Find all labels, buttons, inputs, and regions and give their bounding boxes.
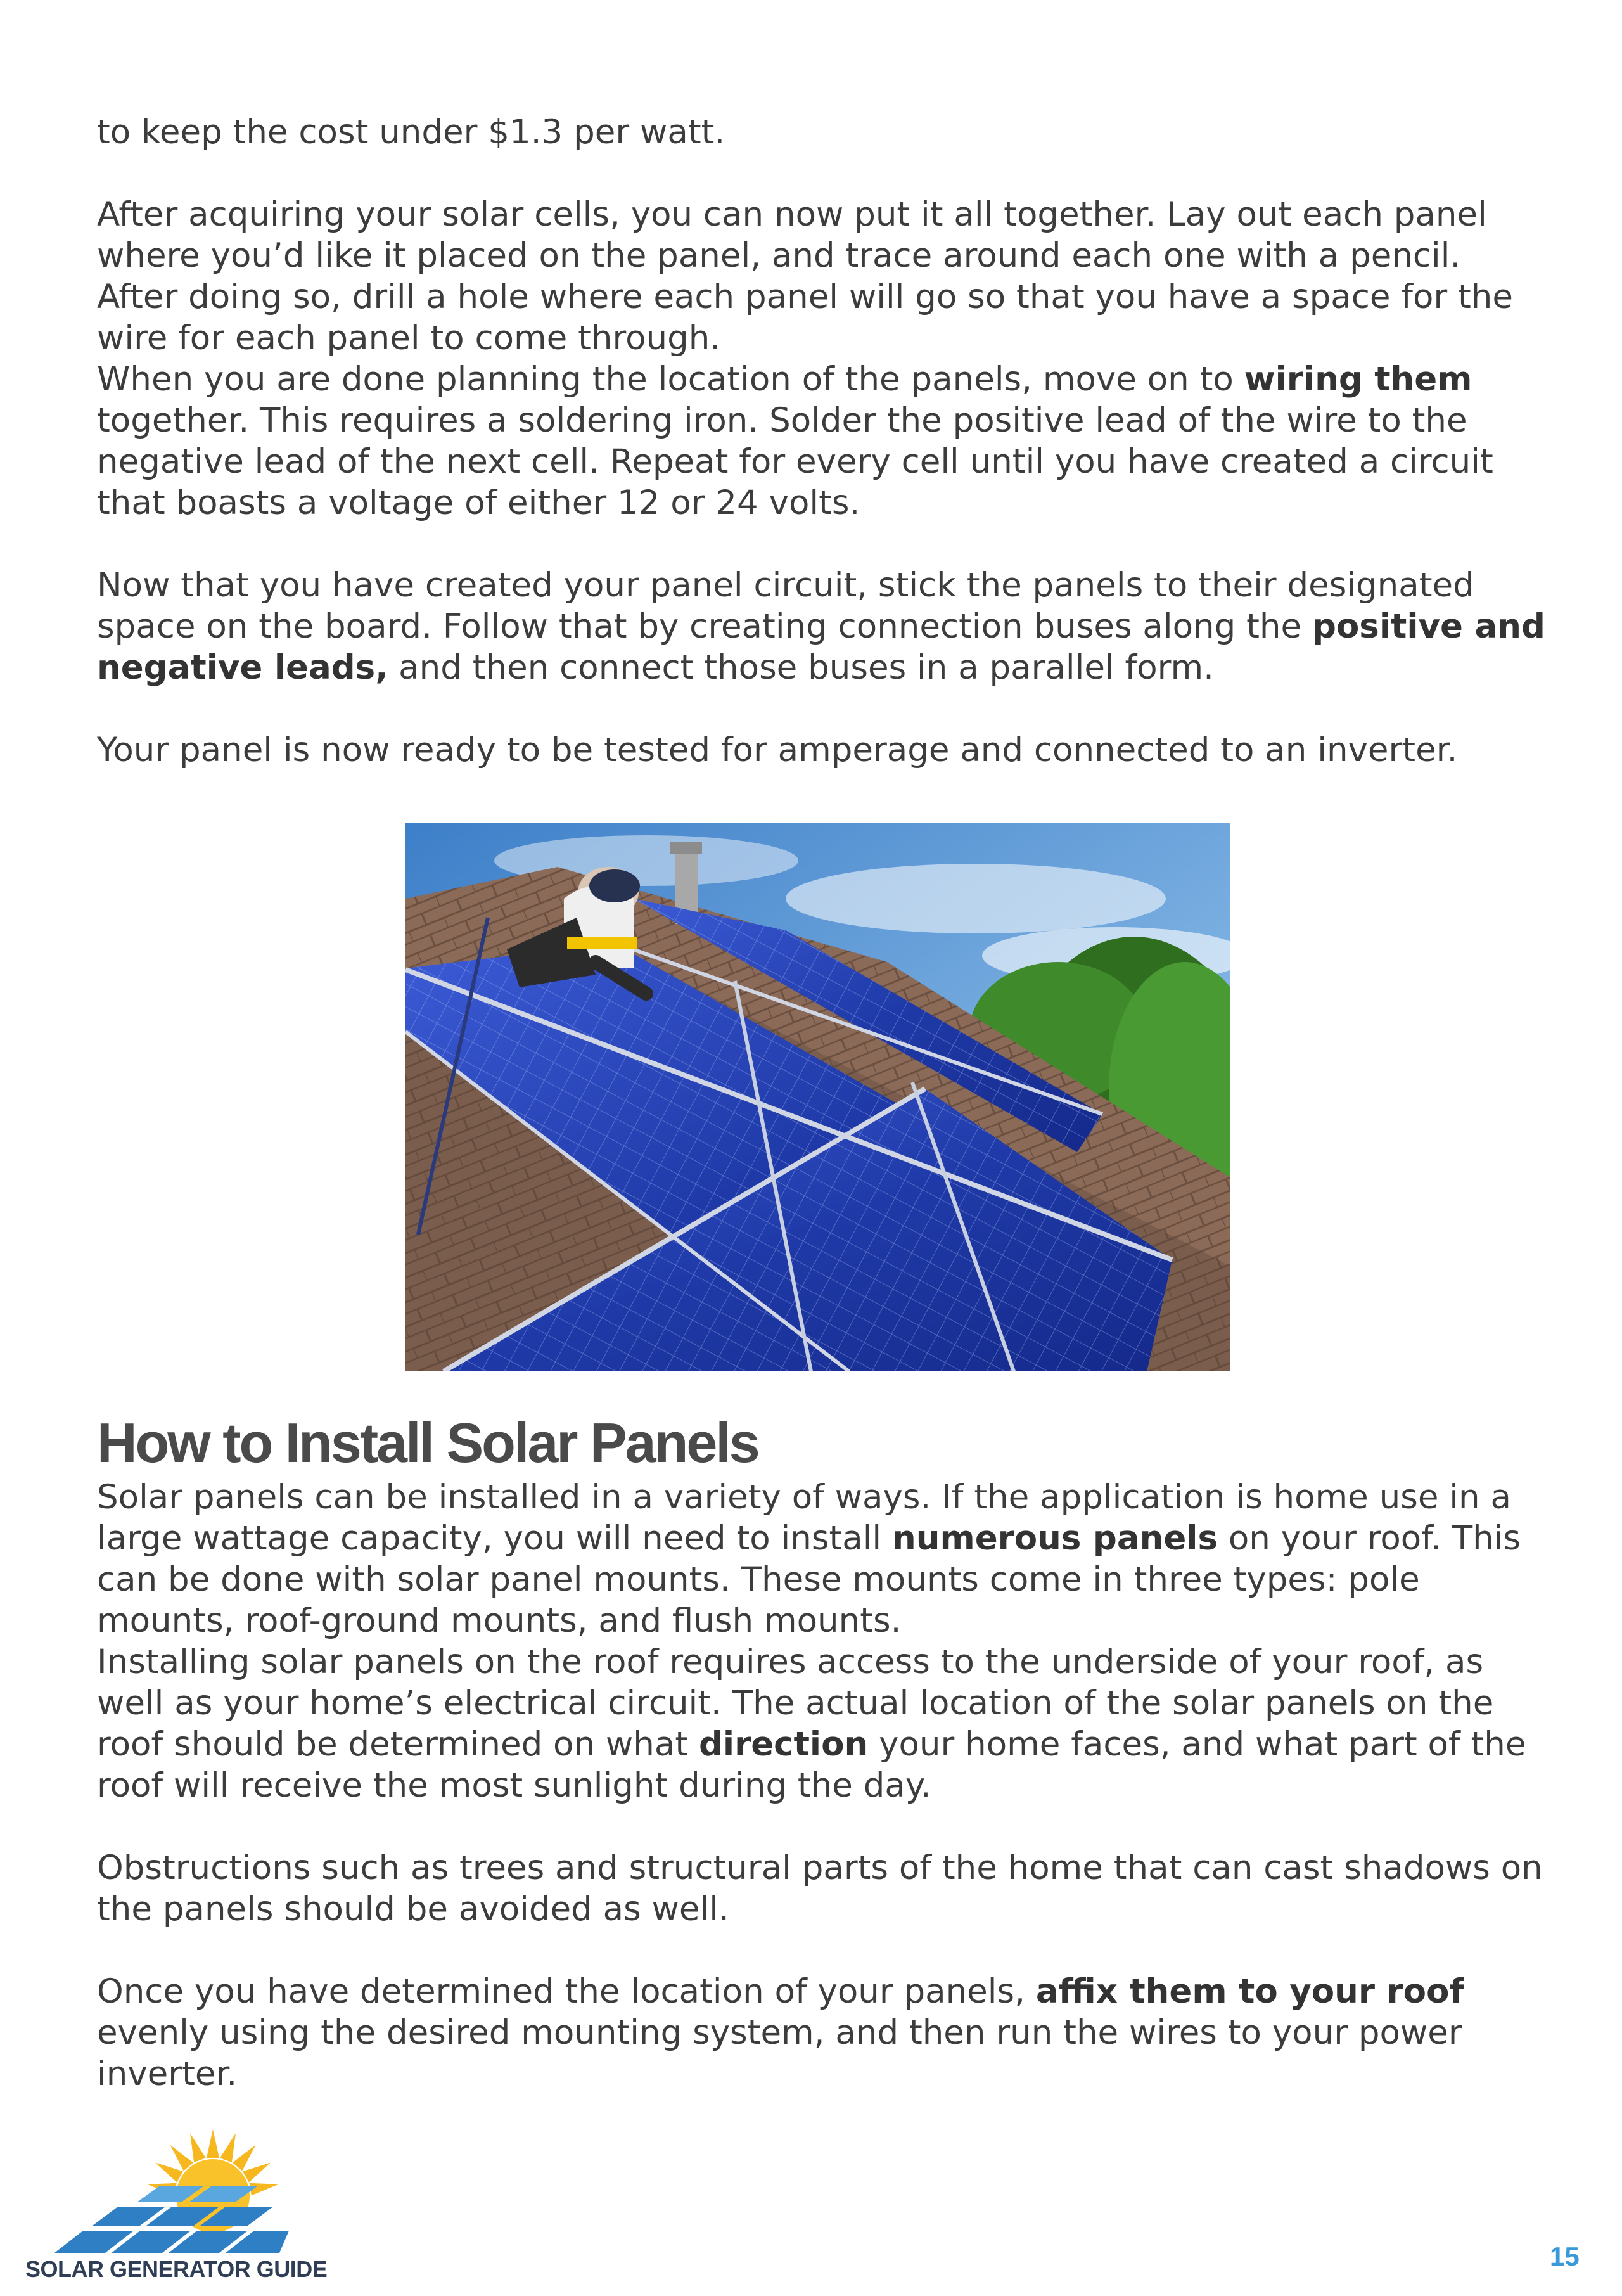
circuit-text-post: and then connect those buses in a parallel form.: [388, 648, 1214, 687]
affix-emphasis: affix them to your roof: [1035, 1972, 1464, 2011]
paragraph-affix: [97, 1971, 1554, 2094]
top-text-block: [97, 112, 1548, 771]
mounts-text-post: on your roof. This can be done with solar panel mounts. These mounts come in three types: pole mounts, roof-ground mounts, and flush mounts.: [97, 1519, 1521, 1640]
paragraph-layout: After acquiring your solar cells, you can now put it all together. Lay out each panel where you’d like it placed on the panel, and trace around each one with a pencil. After doing so, drill a hole where each panel will go so that you have a space for the wire for each panel to come through.: [97, 195, 1514, 357]
install-text-block: [97, 1477, 1554, 2094]
paragraph-circuit: [97, 565, 1548, 688]
panels-emphasis: numerous panels: [892, 1519, 1218, 1558]
mounts-text-pre: Solar panels can be installed in a variety of ways. If the application is home use in a large wattage capacity, you will need to install: [97, 1478, 1511, 1558]
paragraph-mounts: [97, 1477, 1554, 1641]
wiring-text-pre: When you are done planning the location of the panels, move on to: [97, 360, 1244, 399]
page-number: 15: [1550, 2241, 1580, 2271]
paragraph-wiring: [97, 359, 1548, 523]
circuit-text-pre: Now that you have created your panel circuit, stick the panels to their designated space on the board. Follow that by creating connection buses along the: [97, 566, 1474, 646]
rooftop-solar-installation-photo: [406, 823, 1230, 1371]
paragraph-roof-access: [97, 1641, 1554, 1806]
section-heading: How to Install Solar Panels: [97, 1411, 758, 1474]
brand-logo-text: SOLAR GENERATOR GUIDE: [25, 2256, 328, 2282]
direction-emphasis: direction: [698, 1725, 869, 1764]
roof-text-post: your home faces, and what part of the roof will receive the most sunlight during the day.: [97, 1725, 1526, 1805]
affix-text-pre: Once you have determined the location of your panels,: [97, 1972, 1036, 2011]
roof-text-pre: Installing solar panels on the roof requires access to the underside of your roof, as well as your home’s electrical circuit. The actual location of the solar panels on the roof should be determined on what: [97, 1643, 1494, 1764]
paragraph-obstructions: Obstructions such as trees and structural parts of the home that can cast shadows on the panels should be avoided as well.: [97, 1849, 1543, 1928]
wiring-emphasis: wiring them: [1244, 360, 1472, 399]
affix-text-post: evenly using the desired mounting system, and then run the wires to your power inverter.: [97, 2013, 1462, 2093]
leads-emphasis: positive and negative leads,: [97, 607, 1545, 687]
wiring-text-post: together. This requires a soldering iron. Solder the positive lead of the wire to the negative lead of the next cell. Repeat for every cell until you have created a circuit that boasts a voltage of either 12 or 24 volts.: [97, 401, 1493, 522]
paragraph-ready: Your panel is now ready to be tested for amperage and connected to an inverter.: [97, 731, 1458, 769]
paragraph-cost: to keep the cost under $1.3 per watt.: [97, 113, 725, 151]
